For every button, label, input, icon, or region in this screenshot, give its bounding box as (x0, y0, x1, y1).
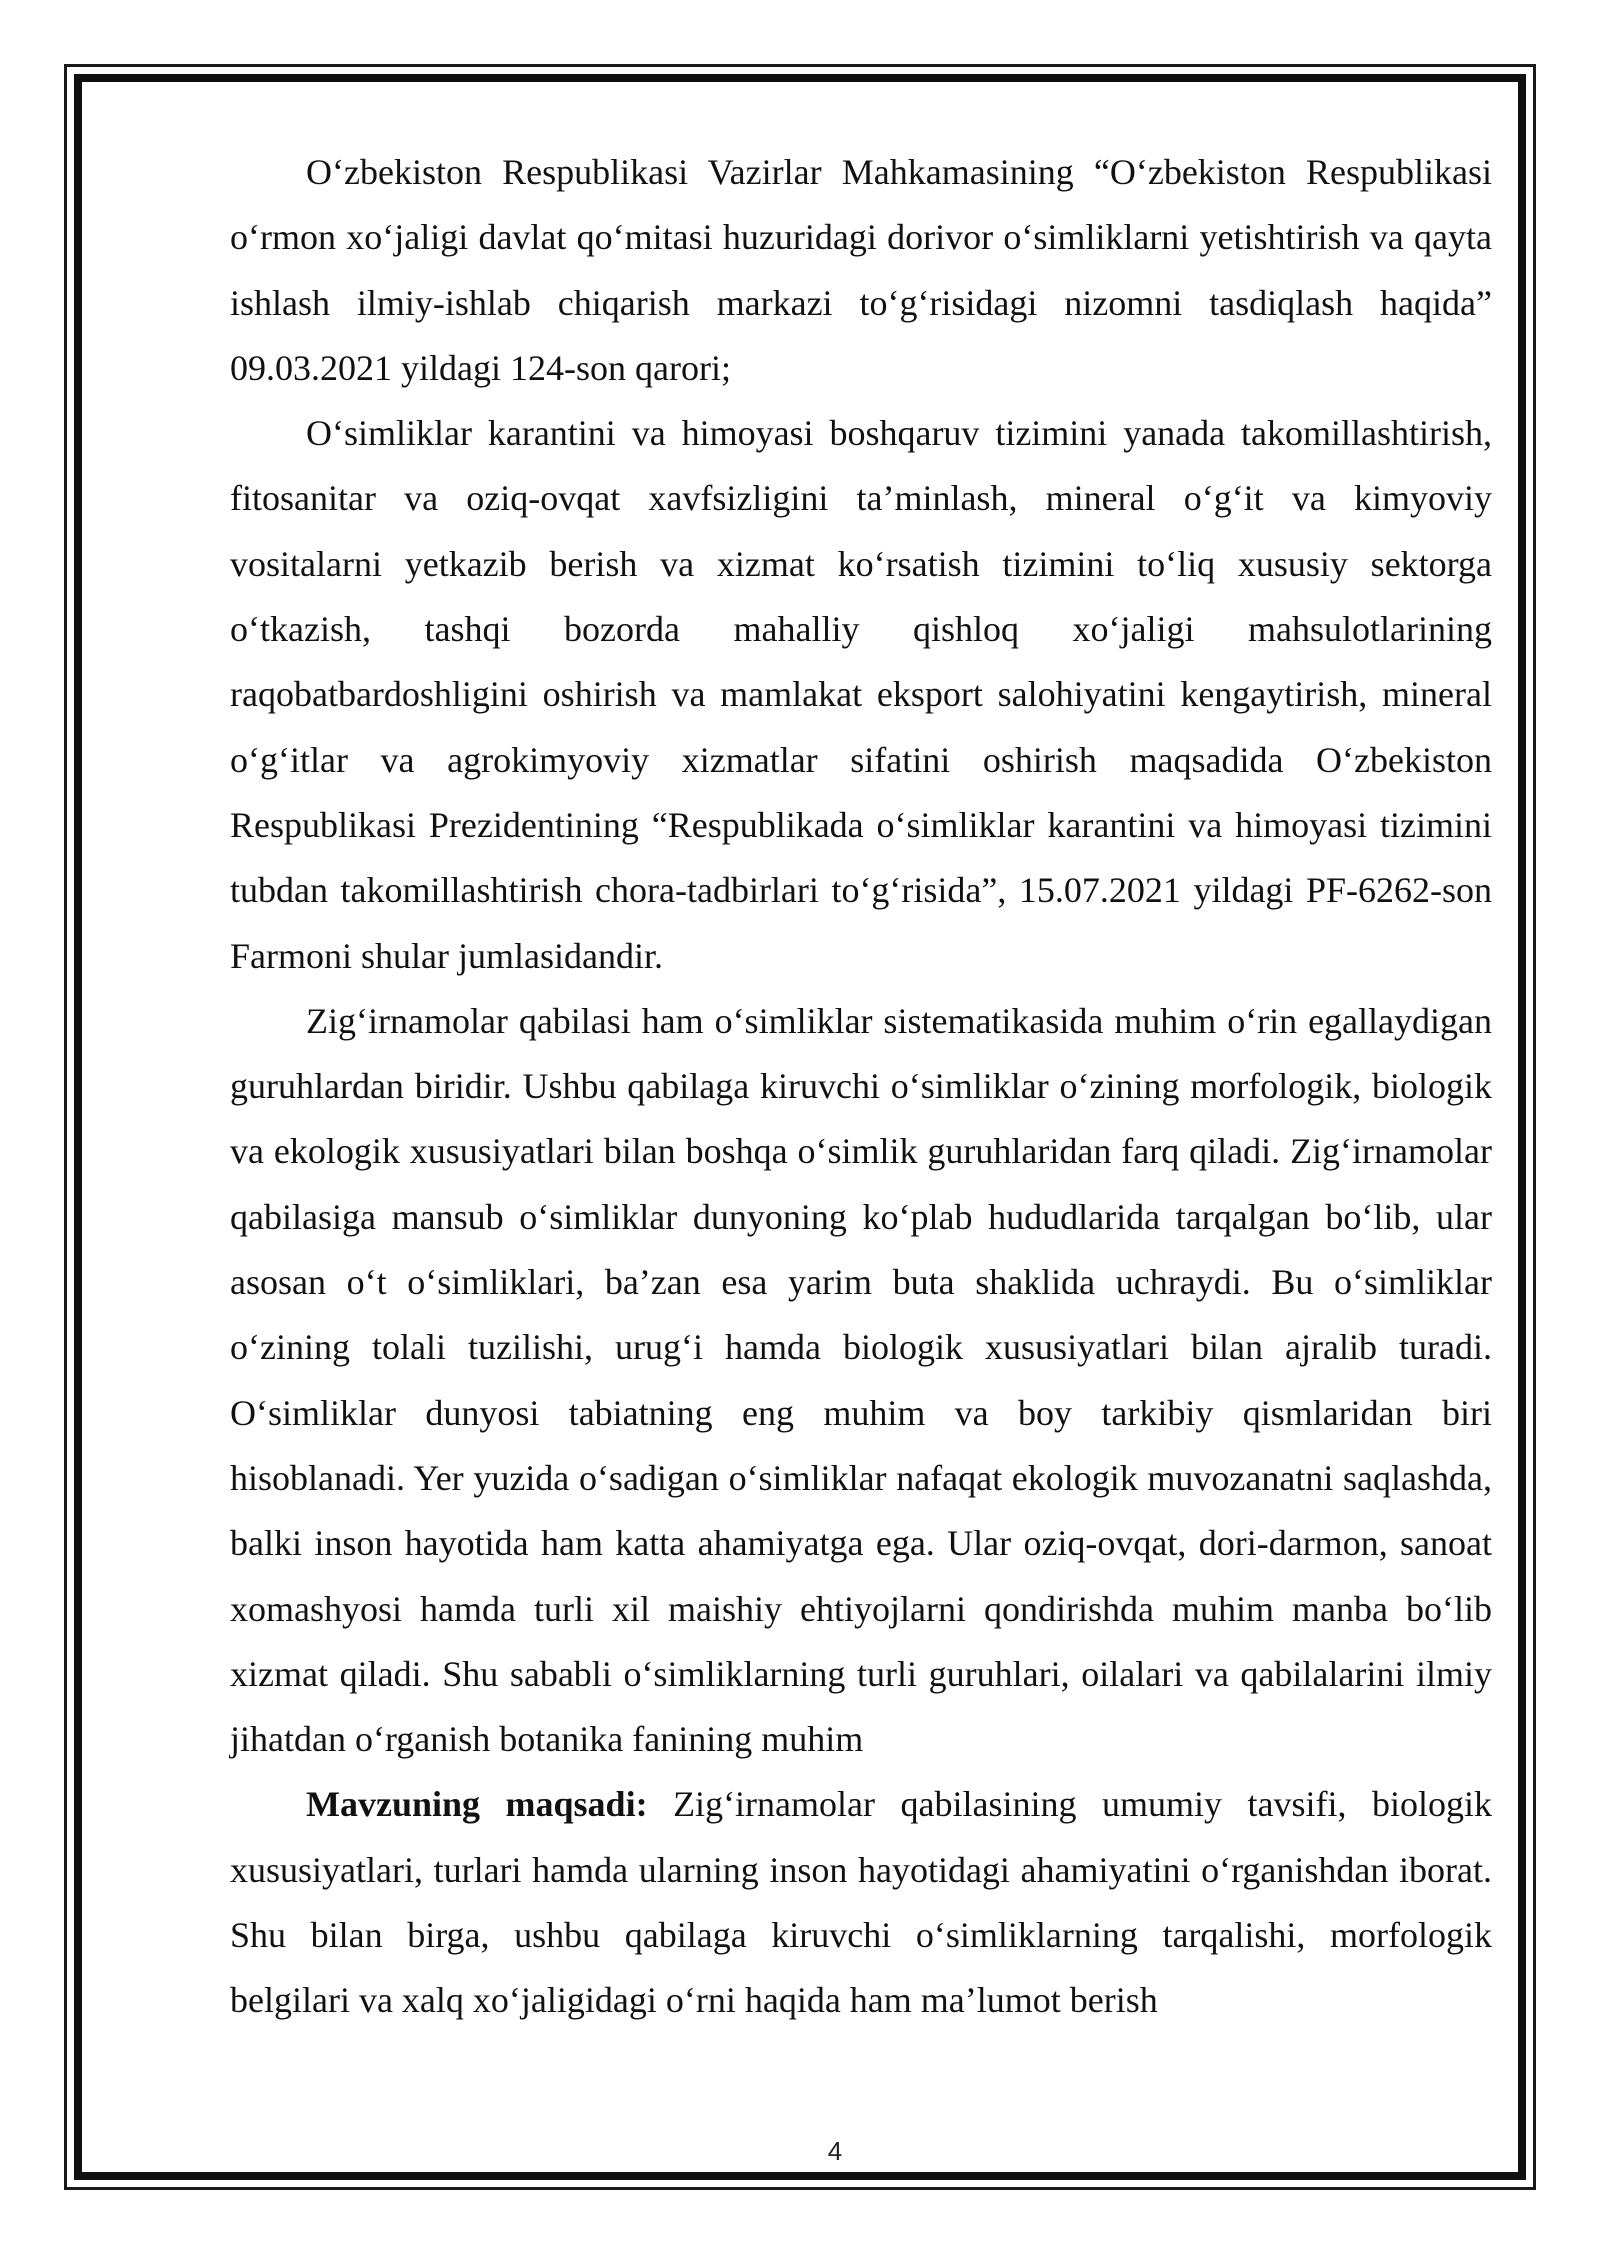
paragraph-decree: O‘simliklar karantini va himoyasi boshqaruv tizimini yanada takomillashtirish, fitosanitar va oziq-ovqat xavfsizligini ta’minlash, mineral o‘g‘it va kimyoviy vositalarni yetkazib berish va xizmat ko‘rsatish tizimini to‘liq xususiy sektorga o‘tkazish, tashqi bozorda mahalliy qishloq xo‘jaligi mahsulotlarining raqobatbardoshligini oshirish va mamlakat eksport salohiyatini kengaytirish, mineral o‘g‘itlar va agrokimyoviy xizmatlar sifatini oshirish maqsadida O‘zbekiston Respublikasi Prezidentining “Respublikada o‘simliklar karantini va himoyasi tizimini tubdan takomillashtirish chora-tadbirlari to‘g‘risida”, 15.07.2021 yildagi PF-6262-son Farmoni shular jumlasidandir. (230, 413, 1492, 976)
document-body (230, 140, 1492, 2034)
paragraph-resolution: O‘zbekiston Respublikasi Vazirlar Mahkamasining “O‘zbekiston Respublikasi o‘rmon xo‘jaligi davlat qo‘mitasi huzuridagi dorivor o‘simliklarni yetishtirish va qayta ishlash ilmiy-ishlab chiqarish markazi to‘g‘risidagi nizomni tasdiqlash haqida” 09.03.2021 yildagi 124-son qarori; (230, 152, 1492, 388)
paragraph-goal (230, 1772, 1492, 2033)
paragraph-flax-order: Zig‘irnamolar qabilasi ham o‘simliklar sistematikasida muhim o‘rin egallaydigan guruhlardan biridir. Ushbu qabilaga kiruvchi o‘simliklar o‘zining morfologik, biologik va ekologik xususiyatlari bilan boshqa o‘simlik guruhlaridan farq qiladi. Zig‘irnamolar qabilasiga mansub o‘simliklar dunyoning ko‘plab hududlarida tarqalgan bo‘lib, ular asosan o‘t o‘simliklari, ba’zan esa yarim buta shaklida uchraydi. Bu o‘simliklar o‘zining tolali tuzilishi, urug‘i hamda biologik xususiyatlari bilan ajralib turadi. O‘simliklar dunyosi tabiatning eng muhim va boy tarkibiy qismlaridan biri hisoblanadi. Yer yuzida o‘sadigan o‘simliklar nafaqat ekologik muvozanatni saqlashda, balki inson hayotida ham katta ahamiyatga ega. Ular oziq-ovqat, dori-darmon, sanoat xomashyosi hamda turli xil maishiy ehtiyojlarni qondirishda muhim manba bo‘lib xizmat qiladi. Shu sababli o‘simliklarning turli guruhlari, oilalari va qabilalarini ilmiy jihatdan o‘rganish botanika fanining muhim (230, 1000, 1492, 1760)
goal-label: Mavzuning maqsadi: (306, 1784, 648, 1825)
goal-text: Zig‘irnamolar qabilasining umumiy tavsifi, biologik xususiyatlari, turlari hamda ularning inson hayotidagi ahamiyatini o‘rganishdan iborat. Shu bilan birga, ushbu qabilaga kiruvchi o‘simliklarning tarqalishi, morfologik belgilari va xalq xo‘jaligidagi o‘rni haqida ham ma’lumot berish (230, 1784, 1492, 2021)
page-number: 4 (827, 2136, 843, 2166)
